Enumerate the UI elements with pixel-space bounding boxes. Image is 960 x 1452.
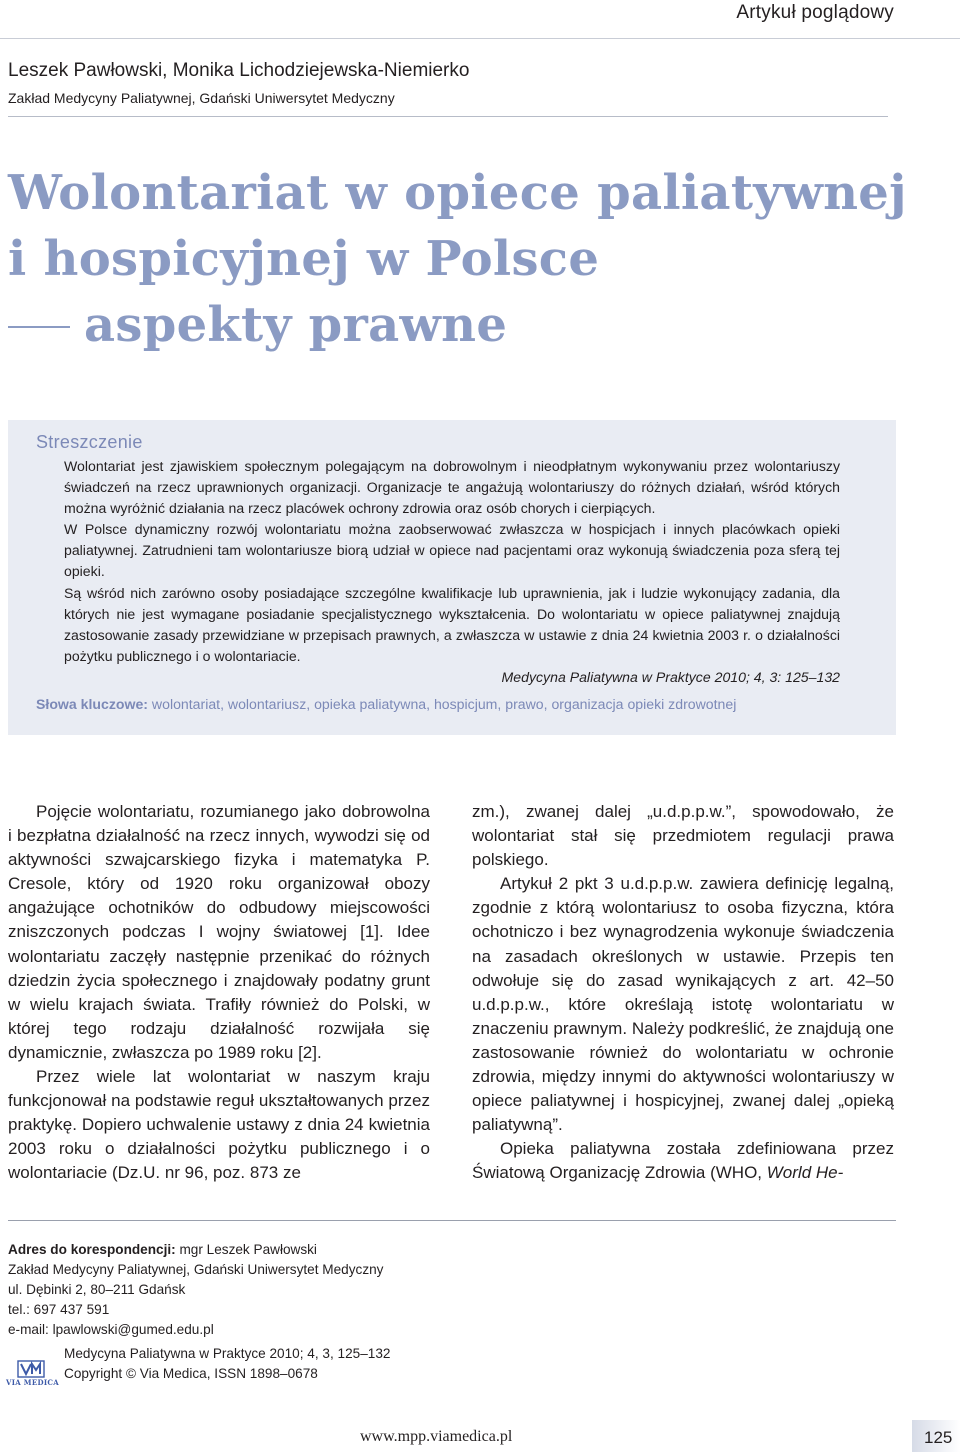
article-type-label: Artykuł poglądowy (736, 2, 894, 23)
authors: Leszek Pawłowski, Monika Lichodziejewska-Niemierko (8, 60, 470, 81)
correspondence-line (8, 1240, 383, 1260)
abstract-paragraph: W Polsce dynamiczny rozwój wolontariatu można zaobserwować zwłaszcza w hospicjach i innych placówkach opieki paliatywnej. Zatrudnieni tam wolontariusze biorą udział w opiece nad pacjentami oraz wykonują świadczenia poza sferą tej opieki. (64, 521, 840, 580)
journal-citation: Medycyna Paliatywna w Praktyce 2010; 4, 3, 125–132 (64, 1346, 391, 1361)
title-dash (8, 326, 70, 328)
abstract-body (64, 456, 840, 688)
correspondence-line: ul. Dębinki 2, 80–211 Gdańsk (8, 1282, 186, 1297)
correspondence-line: tel.: 697 437 591 (8, 1302, 110, 1317)
body-column-right (472, 800, 894, 1186)
abstract-heading: Streszczenie (36, 432, 143, 452)
title-line-3-wrap (8, 292, 907, 358)
correspondence-email: e-mail: lpawlowski@gumed.edu.pl (8, 1322, 214, 1337)
via-medica-logo-text: VIA MEDICA (6, 1378, 60, 1387)
correspondence-line: Zakład Medycyny Paliatywnej, Gdański Uniwersytet Medyczny (8, 1262, 384, 1277)
abstract-paragraph: Są wśród nich zarówno osoby posiadające szczególne kwalifikacje lub uprawnienia, jak i ludzie wykonujący zadania, dla których nie jest wymagane posiadanie specjalistycznego wykształcenia. Do wolontariatu w opiece paliatywnej znajdują zastosowanie zasady przewidziane w przepisach prawnych, a zwłaszcza w ustawie z dnia 24 kwietnia 2003 r. o działalności pożytku publicznego i o wolontariacie. (64, 584, 840, 664)
keywords-list: wolontariat, wolontariusz, opieka paliatywna, hospicjum, prawo, organizacja opieki zdrowotnej (151, 696, 737, 712)
abstract-box (8, 420, 896, 735)
correspondence-block (8, 1240, 383, 1340)
body-paragraph: Artykuł 2 pkt 3 u.d.p.p.w. zawiera definicję legalną, zgodnie z którą wolontariusz to osoba fizyczna, która ochotniczo i bez wynagrodzenia wykonuje świadczenia na zasadach określonych w ustawie. Przepis ten odwołuje się do zasad wynikających z art. 42–50 u.d.p.p.w., które określają istotę wolontariatu w znaczeniu prawnym. Należy podkreślić, że znajdują one zastosowanie również do wolontariatu w ochronie zdrowia, między innymi do aktywności wolontariuszy w opiece paliatywnej i hospicyjnej, zwanej dalej „opieką paliatywną”. (472, 874, 894, 1135)
keywords (36, 696, 736, 712)
journal-info (64, 1344, 390, 1384)
body-paragraph: Pojęcie wolontariatu, rozumianego jako dobrowolna i bezpłatna działalność na rzecz innych, wywodzi się od aktywności szwajcarskiego fizyka i matematyka P. Cresole, który od 1920 roku organizował obozy angażujące ochotników do odbudowy miejscowości zniszczonych podczas I wojny światowej [1]. Idee wolontariatu zaczęły następnie przenikać do różnych dziedzin życia społecznego i znajdowały podatny grunt w wielu krajach świata. Trafiły również do Polski, w której tego rodzaju działalność rozwijała się dynamicznie, zwłaszcza po 1989 roku [2]. (8, 802, 430, 1062)
correspondence-label: Adres do korespondencji: (8, 1242, 176, 1257)
keywords-label: Słowa kluczowe: (36, 696, 148, 712)
body-text-italic: World He- (766, 1163, 844, 1183)
journal-copyright: Copyright © Via Medica, ISSN 1898–0678 (64, 1366, 318, 1381)
body-paragraph (472, 1137, 894, 1185)
body-paragraph: Przez wiele lat wolontariat w naszym kraju funkcjonował na podstawie reguł ukształtowanych przez praktykę. Dopiero uchwalenie ustawy z dnia 24 kwietnia 2003 roku o działalności pożytku publicznego i o wolontariacie (Dz.U. nr 96, poz. 873 ze (8, 1067, 430, 1183)
abstract-paragraph: Wolontariat jest zjawiskiem społecznym polegającym na dobrowolnym i nieodpłatnym wykonywaniu przez wolontariuszy świadczeń na rzecz uprawnionych organizacji. Organizacje te angażują wolontariuszy do różnych działań, wśród których można wyróżnić działania na rzecz placówek ochrony zdrowia oraz osób chorych i cierpiących. (64, 458, 840, 517)
title-line-3: aspekty prawne (84, 297, 508, 353)
correspondence-divider (8, 1220, 896, 1221)
body-column-left (8, 800, 430, 1186)
title-line-2: i hospicyjnej w Polsce (8, 231, 600, 287)
top-divider (0, 38, 960, 39)
affiliation: Zakład Medycyny Paliatywnej, Gdański Uniwersytet Medyczny (8, 90, 395, 106)
page-number: 125 (924, 1428, 953, 1447)
title-line-1: Wolontariat w opiece paliatywnej (8, 165, 907, 221)
body-text: Opieka paliatywna została zdefiniowana przez Światową Organizację Zdrowia (WHO, (472, 1139, 894, 1183)
correspondence-name: mgr Leszek Pawłowski (175, 1242, 317, 1257)
header-divider (8, 116, 888, 117)
article-title (8, 160, 907, 358)
body-paragraph: zm.), zwanej dalej „u.d.p.p.w.”, spowodowało, że wolontariat stał się przedmiotem regulacji prawa polskiego. (472, 802, 894, 870)
journal-url[interactable]: www.mpp.viamedica.pl (360, 1428, 513, 1445)
abstract-citation: Medycyna Paliatywna w Praktyce 2010; 4, 3: 125–132 (501, 668, 840, 685)
